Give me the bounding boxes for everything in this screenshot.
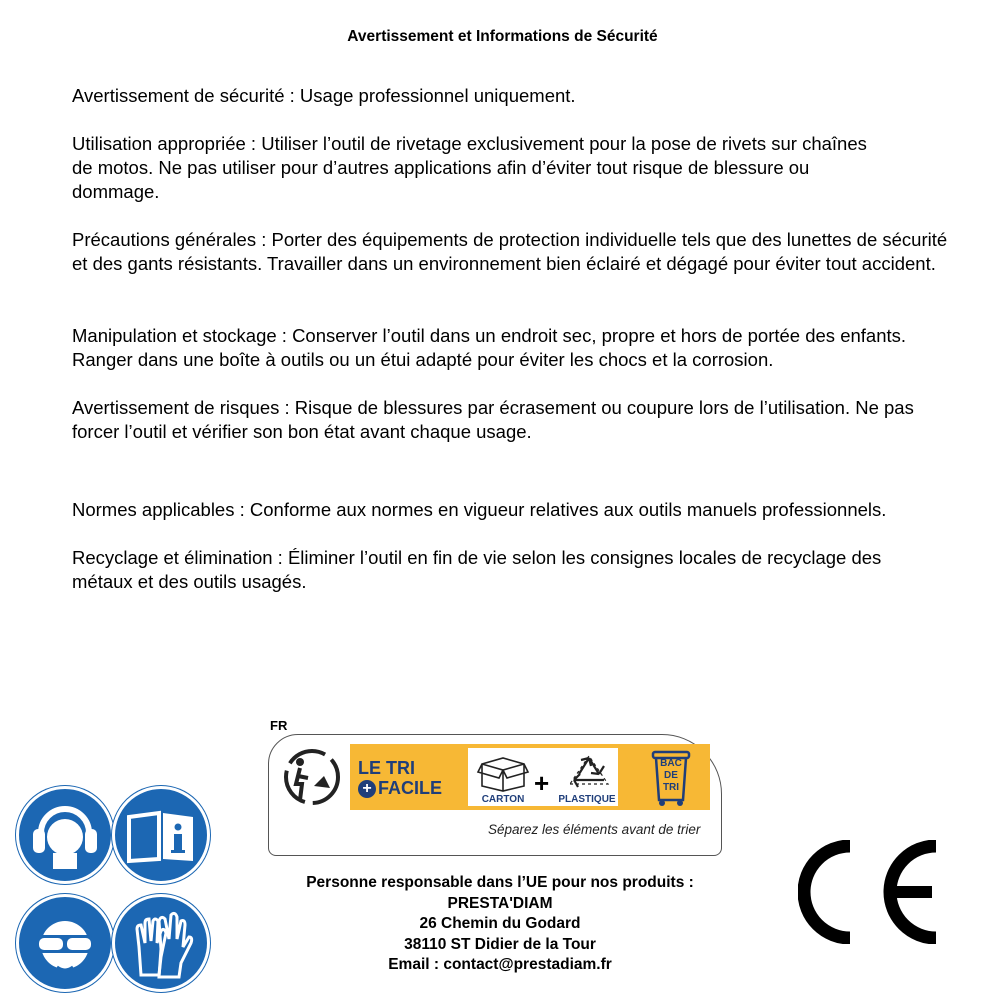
bin-label: BAC DE TRI [660, 758, 682, 793]
country-label: FR [270, 718, 288, 733]
paragraph-recycling: Recyclage et élimination : Éliminer l’outil en fin de vie selon les consignes locales de recyclage des métaux et des outils usagés. [72, 547, 882, 592]
le-tri-facile-label: LE TRI + FACILE [358, 758, 443, 798]
paragraph-handling-storage: Manipulation et stockage : Conserver l’outil dans un endroit sec, propre et hors de portée des enfants. Ranger dans une boîte à outils ou un étui adapté pour éviter les chocs et la corrosion. [72, 325, 907, 370]
plus-badge-icon: + [358, 780, 376, 798]
paragraph-safety-warning: Avertissement de sécurité : Usage professionnel uniquement. [72, 85, 576, 106]
plastic-recycle-icon [564, 754, 614, 794]
paragraph-general-precautions: Précautions générales : Porter des équipements de protection individuelle tels que des lunettes de sécurité et des gants résistants. Travailler dans un environnement bien éclairé et dégagé pour éviter tout accident. [72, 229, 948, 274]
plus-sign: + [534, 768, 550, 798]
address-city: 38110 ST Didier de la Tour [404, 935, 596, 953]
read-manual-icon [112, 786, 210, 884]
ce-mark-logo [798, 840, 940, 944]
recycling-info-badge [268, 718, 724, 858]
page-title: Avertissement et Informations de Sécurité [347, 28, 658, 45]
carton-box-icon [476, 754, 530, 792]
paragraph-standards: Normes applicables : Conforme aux normes en vigueur relatives aux outils manuels professionnels. [72, 499, 887, 520]
gloves-icon [112, 894, 210, 992]
company-name: PRESTA'DIAM [447, 894, 553, 912]
band-arrow [620, 744, 638, 810]
contact-heading: Personne responsable dans l’UE pour nos produits : [306, 874, 694, 891]
triman-logo-icon [278, 746, 346, 808]
carton-label: CARTON [481, 794, 525, 805]
address-street: 26 Chemin du Godard [419, 915, 581, 932]
ear-protection-icon [16, 786, 114, 884]
contact-email: Email : contact@prestadiam.fr [388, 956, 612, 973]
plastic-label: PLASTIQUE [558, 794, 616, 805]
safety-goggles-icon [16, 894, 114, 992]
paragraph-risk-warning: Avertissement de risques : Risque de blessures par écrasement ou coupure lors de l’utilisation. Ne pas forcer l’outil et vérifier son bon état avant chaque usage. [72, 397, 914, 442]
paragraph-appropriate-use: Utilisation appropriée : Utiliser l’outil de rivetage exclusivement pour la pose de rivets sur chaînes de motos. Ne pas utiliser pour d’autres applications afin d’éviter tout risque de blessure ou dommage. [72, 133, 867, 202]
separation-caption: Séparez les éléments avant de trier [488, 822, 701, 837]
eu-responsible-contact [260, 873, 740, 976]
